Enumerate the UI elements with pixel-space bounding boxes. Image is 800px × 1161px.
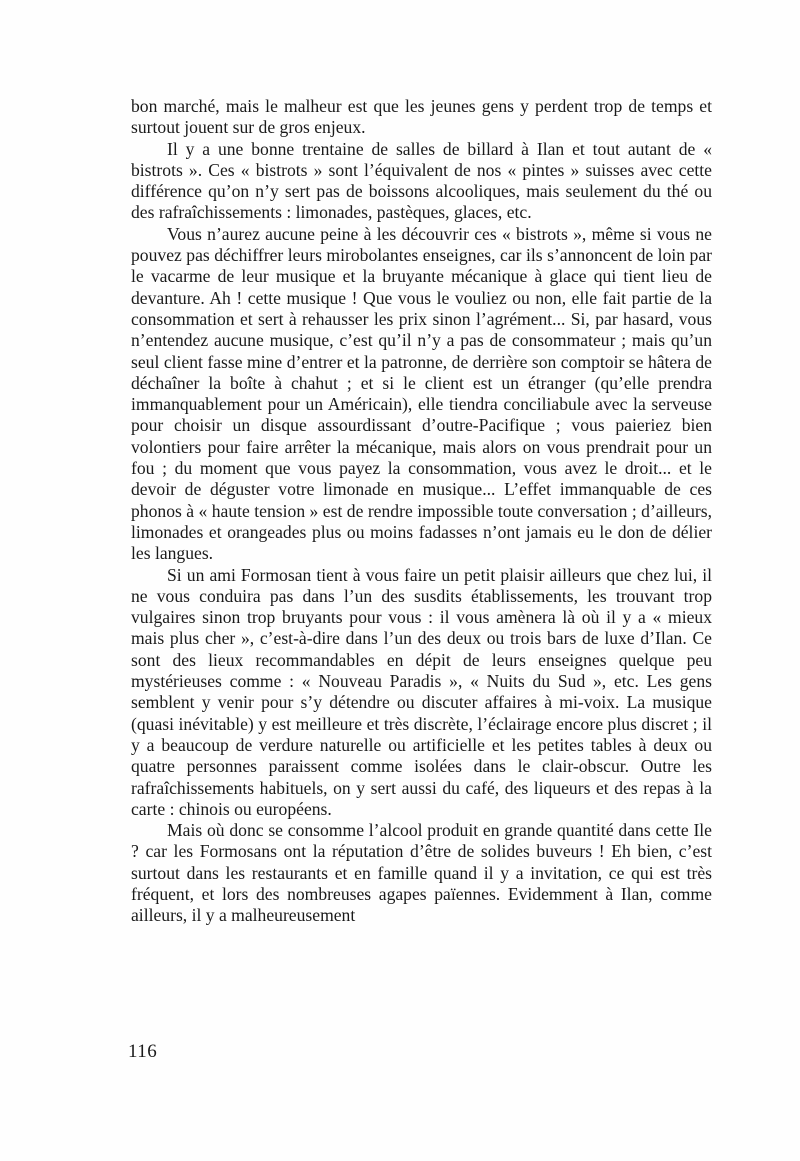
paragraph-1: bon marché, mais le malheur est que les jeunes gens y perdent trop de temps et surtout jouent sur de gros enjeux. bbox=[131, 96, 712, 138]
paragraph-3: Vous n’aurez aucune peine à les découvrir ces « bistrots », même si vous ne pouvez pas déchiffrer leurs mirobolantes enseignes, car ils s’annoncent de loin par le vacarme de leur musique et la bruyante mécanique à glace qui tient lieu de devanture. Ah ! cette musique ! Que vous le vouliez ou non, elle fait partie de la consommation et sert à rehausser les prix sinon l’agrément... Si, par hasard, vous n’entendez aucune musique, c’est qu’il n’y a pas de consommateur ; mais qu’un seul client fasse mine d’entrer et la patronne, de derrière son comptoir se hâtera de déchaîner la boîte à chahut ; et si le client est un étranger (qu’elle prendra immanquablement pour un Américain), elle tiendra conciliabule avec la serveuse pour choisir un disque assourdissant d’outre-Pacifique ; vous paieriez bien volontiers pour faire arrêter la mécanique, mais alors on vous prendrait pour un fou ; du moment que vous payez la consommation, vous avez le droit... et le devoir de déguster votre limonade en musique... L’effet immanquable de ces phonos à « haute tension » est de rendre impossible toute conversation ; d’ailleurs, limonades et orangeades plus ou moins fadasses n’ont jamais eu le don de délier les langues. bbox=[131, 223, 712, 564]
paragraph-4: Si un ami Formosan tient à vous faire un petit plaisir ailleurs que chez lui, il ne vous conduira pas dans l’un des susdits établissements, les trouvant trop vulgaires sinon trop bruyants pour vous : il vous amènera là où il y a « mieux mais plus cher », c’est-à-dire dans l’un des deux ou trois bars de luxe d’Ilan. Ce sont des lieux recommandables en dépit de leurs enseignes quelque peu mystérieuses comme : « Nouveau Paradis », « Nuits du Sud », etc. Les gens semblent y venir pour s’y détendre ou discuter affaires à mi-voix. La musique (quasi inévitable) y est meilleure et très discrète, l’éclairage encore plus discret ; il y a beaucoup de verdure naturelle ou artificielle et les petites tables à deux ou quatre personnes paraissent comme isolées dans le clair-obscur. Outre les rafraîchissements habituels, on y sert aussi du café, des liqueurs et des repas à la carte : chinois ou européens. bbox=[131, 564, 712, 819]
body-text bbox=[131, 96, 712, 927]
paragraph-5: Mais où donc se consomme l’alcool produit en grande quantité dans cette Ile ? car les Formosans ont la réputation d’être de solides buveurs ! Eh bien, c’est surtout dans les restaurants et en famille quand il y a invitation, ce qui est très fréquent, et lors des nombreuses agapes païennes. Evidemment à Ilan, comme ailleurs, il y a malheureusement bbox=[131, 820, 712, 926]
page-number: 116 bbox=[128, 1041, 158, 1062]
paragraph-2: Il y a une bonne trentaine de salles de billard à Ilan et tout autant de « bistrots ». Ces « bistrots » sont l’équivalent de nos « pintes » suisses avec cette différence qu’on n’y sert pas de boissons alcooliques, mais seulement du thé ou des rafraîchissements : limonades, pastèques, glaces, etc. bbox=[131, 138, 712, 223]
